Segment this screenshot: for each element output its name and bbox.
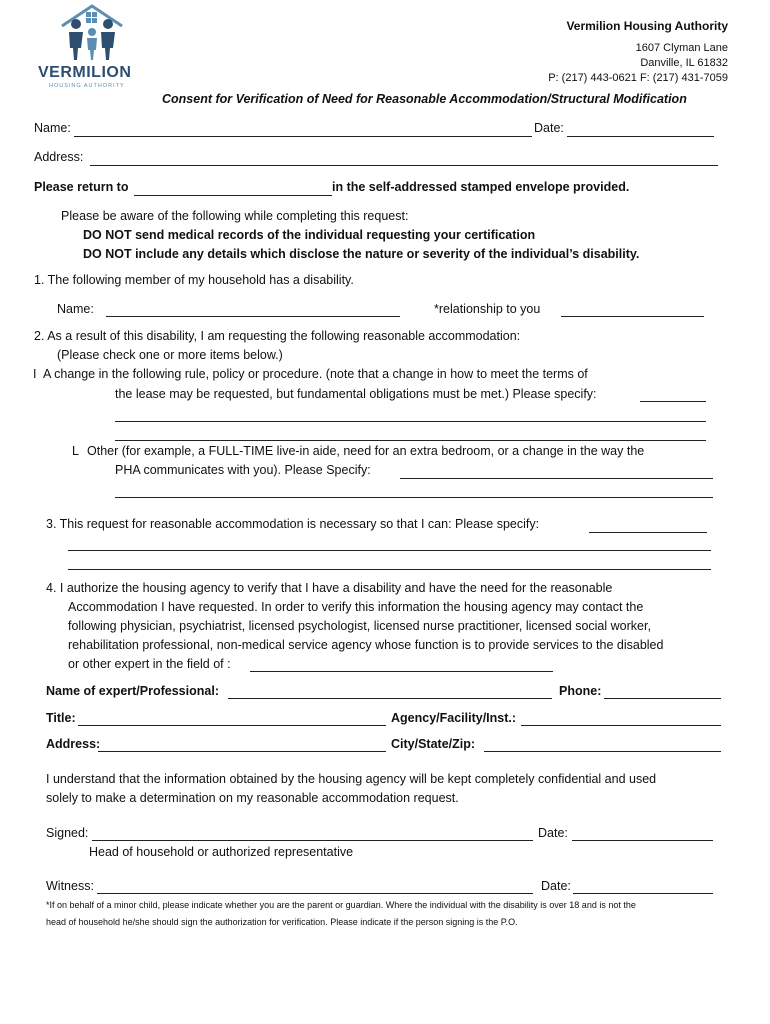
address-label: Address: [34, 150, 84, 164]
notice-rule-1: DO NOT send medical records of the individual requesting your certification [83, 228, 536, 242]
name-label: Name: [34, 121, 71, 135]
return-suffix: in the self-addressed stamped envelope provided. [332, 180, 630, 194]
expert-name-label: Name of expert/Professional: [46, 684, 219, 698]
signed-date-label: Date: [538, 826, 568, 840]
footnote-line-1: *If on behalf of a minor child, please indicate whether you are the parent or guardian. Where the individual with the disability is over 18 and is not the [46, 900, 636, 910]
q2-option-2-specify-field[interactable] [400, 478, 713, 479]
notice-intro: Please be aware of the following while completing this request: [61, 209, 409, 223]
expert-city-field[interactable] [484, 751, 721, 752]
q2-option-1-line-1: A change in the following rule, policy or procedure. (note that a change in how to meet the terms of [43, 367, 588, 381]
q2-option-2-line-2: PHA communicates with you). Please Specify: [115, 463, 371, 477]
notice-rule-2: DO NOT include any details which disclose the nature or severity of the individual’s disability. [83, 247, 640, 261]
q3-line-field-2[interactable] [68, 569, 711, 570]
q4-field-of-expert[interactable] [250, 671, 553, 672]
expert-address-label: Address: [46, 737, 101, 751]
org-street: 1607 Clyman Lane [635, 42, 728, 54]
expert-phone-field[interactable] [604, 698, 721, 699]
q2-text: 2. As a result of this disability, I am requesting the following reasonable accommodation: [34, 329, 521, 343]
q1-name-label: Name: [57, 302, 94, 316]
logo-subtitle: HOUSING AUTHORITY [49, 83, 125, 89]
q4-line-2: Accommodation I have requested. In order to verify this information the housing agency may contact the [68, 600, 644, 614]
q2-option-2-checkbox[interactable]: L [72, 444, 79, 458]
date-field[interactable] [567, 136, 714, 137]
footnote-line-2: head of household he/she should sign the authorization for verification. Please indicate if the person signing is the P.O. [46, 917, 518, 927]
signed-field[interactable] [92, 840, 533, 841]
expert-title-field[interactable] [78, 725, 386, 726]
logo-wordmark: VERMILION [38, 64, 132, 81]
q1-name-field[interactable] [106, 316, 400, 317]
q3-text: 3. This request for reasonable accommodation is necessary so that I can: Please specify: [46, 517, 540, 531]
q2-sub: (Please check one or more items below.) [57, 348, 283, 362]
q4-line-3: following physician, psychiatrist, licensed psychologist, licensed nurse practitioner, licensed social worker, [68, 619, 651, 633]
expert-agency-label: Agency/Facility/Inst.: [391, 711, 517, 725]
org-phone-fax: P: (217) 443-0621 F: (217) 431-7059 [548, 72, 728, 84]
expert-address-field[interactable] [98, 751, 386, 752]
date-label: Date: [534, 121, 564, 135]
q4-line-5: or other expert in the field of : [68, 657, 231, 671]
q1-relationship-field[interactable] [561, 316, 704, 317]
name-field[interactable] [74, 136, 532, 137]
return-label: Please return to [34, 180, 129, 194]
confidential-line-1: I understand that the information obtained by the housing agency will be kept completely confidential and used [46, 772, 657, 786]
expert-name-field[interactable] [228, 698, 552, 699]
expert-phone-label: Phone: [559, 684, 602, 698]
org-city: Danville, IL 61832 [640, 57, 728, 69]
q4-line-4: rehabilitation professional, non-medical service agency whose function is to provide services to the disabled [68, 638, 664, 652]
q2-option-2-line-1: Other (for example, a FULL-TIME live-in aide, need for an extra bedroom, or a change in the way the [87, 444, 645, 458]
q2-option-1-line-2: the lease may be requested, but fundamental obligations must be met.) Please specify: [115, 387, 597, 401]
witness-date-label: Date: [541, 879, 571, 893]
org-name: Vermilion Housing Authority [566, 19, 728, 33]
signed-sub: Head of household or authorized representative [89, 845, 354, 859]
witness-field[interactable] [97, 893, 533, 894]
confidential-line-2: solely to make a determination on my reasonable accommodation request. [46, 791, 459, 805]
q2-option-1-line-field-2[interactable] [115, 440, 706, 441]
form-title: Consent for Verification of Need for Reasonable Accommodation/Structural Modification [162, 92, 687, 106]
q3-line-field-1[interactable] [68, 550, 711, 551]
q2-option-1-specify-field[interactable] [640, 401, 706, 402]
q2-option-1-checkbox[interactable]: I [33, 367, 37, 381]
signed-label: Signed: [46, 826, 89, 840]
expert-agency-field[interactable] [521, 725, 721, 726]
return-to-field[interactable] [134, 195, 332, 196]
q1-relationship-label: *relationship to you [434, 302, 541, 316]
expert-title-label: Title: [46, 711, 76, 725]
q4-line-1: 4. I authorize the housing agency to verify that I have a disability and have the need for the reasonable [46, 581, 613, 595]
witness-label: Witness: [46, 879, 94, 893]
signed-date-field[interactable] [572, 840, 713, 841]
q1-text: 1. The following member of my household has a disability. [34, 273, 354, 287]
q2-option-1-line-field-1[interactable] [115, 421, 706, 422]
expert-city-label: City/State/Zip: [391, 737, 476, 751]
q3-specify-field[interactable] [589, 532, 707, 533]
address-field[interactable] [90, 165, 718, 166]
witness-date-field[interactable] [573, 893, 713, 894]
q2-option-2-line-field[interactable] [115, 497, 713, 498]
